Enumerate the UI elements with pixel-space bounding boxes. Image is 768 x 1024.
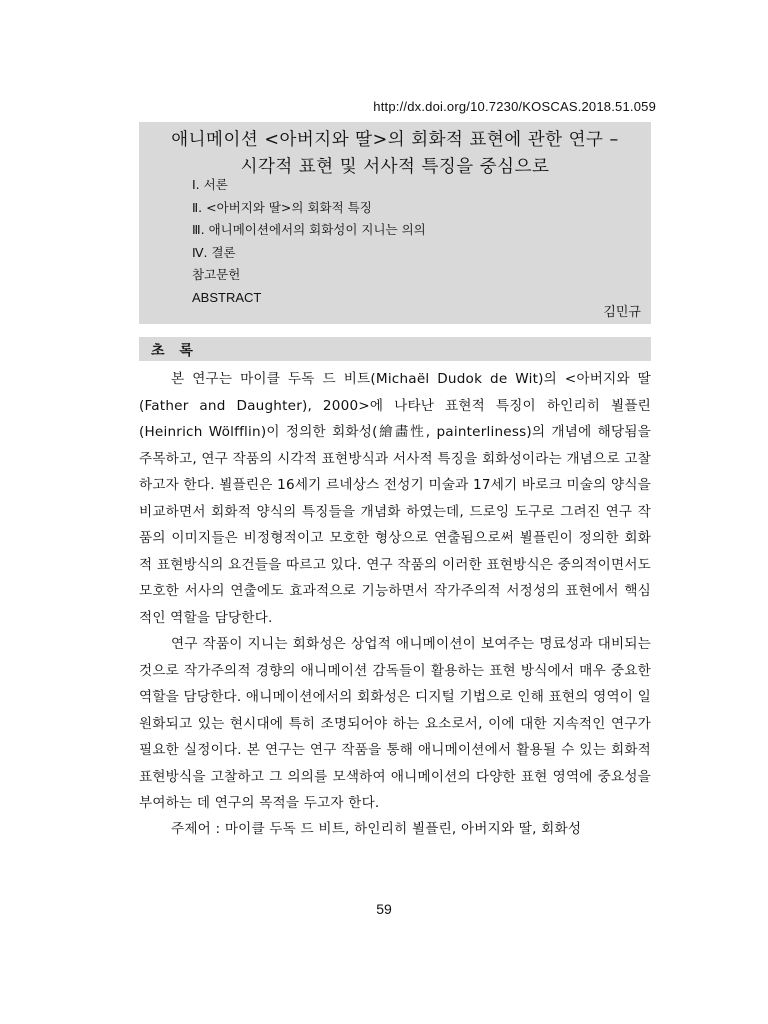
toc-item: Ⅰ. 서론 xyxy=(192,177,228,192)
abstract-heading: 초 록 xyxy=(151,343,198,359)
toc-item: Ⅳ. 결론 xyxy=(192,244,236,260)
toc-item: 참고문헌 xyxy=(192,267,241,282)
paper-title-line2: 시각적 표현 및 서사적 특징을 중심으로 xyxy=(240,157,550,177)
abstract-heading-bar xyxy=(139,337,651,361)
table-of-contents xyxy=(192,174,426,309)
abstract-paragraph: 본 연구는 마이클 두독 드 비트(Michaël Dudok de Wit)의 <아버지와 딸(Father and Daughter), 2000>에 나타난 표현적 특징이 하인리히 뵐플린(Heinrich Wölfflin)이 정의한 회화성(繪畵性, painterliness)의 개념에 해당됨을 주목하고, 연구 작품의 시각적 표현방식과 서사적 특징을 회화성이라는 개념으로 고찰하고자 한다. 뵐플린은 16세기 르네상스 전성기 미술과 17세기 바로크 미술의 양식을 비교하면서 회화적 양식의 특징들을 개념화 하였는데, 드로잉 도구로 그려진 연구 작품의 이미지들은 비정형적이고 모호한 형상으로 연출됨으로써 뵐플린이 정의한 회화적 표현방식의 요건들을 따르고 있다. 연구 작품의 이러한 표현방식은 중의적이면서도 모호한 서사의 연출에도 효과적으로 기능하면서 작가주의적 서정성의 표현에서 핵심적인 역할을 담당한다. xyxy=(139,371,651,626)
abstract-paragraph: 연구 작품이 지니는 회화성은 상업적 애니메이션이 보여주는 명료성과 대비되는 것으로 작가주의적 경향의 애니메이션 감독들이 활용하는 표현 방식에서 매우 중요한 역할을 담당한다. 애니메이션에서의 회화성은 디지털 기법으로 인해 표현의 영역이 일원화되고 있는 현시대에 특히 조명되어야 하는 요소로서, 이에 대한 지속적인 연구가 필요한 실정이다. 본 연구는 연구 작품을 통해 애니메이션에서 활용될 수 있는 회화적 표현방식을 고찰하고 그 의의를 모색하여 애니메이션의 다양한 표현 영역에 중요성을 부여하는 데 연구의 목적을 두고자 한다. xyxy=(139,636,651,811)
toc-item: ABSTRACT xyxy=(192,289,262,305)
toc-item: Ⅲ. 애니메이션에서의 회화성이 지니는 의의 xyxy=(192,222,426,237)
paper-title-line1: 애니메이션 <아버지와 딸>의 회화적 표현에 관한 연구 – xyxy=(171,130,619,150)
doi-link[interactable]: http://dx.doi.org/10.7230/KOSCAS.2018.51.059 xyxy=(373,99,656,114)
title-box xyxy=(139,122,651,324)
toc-item: Ⅱ. <아버지와 딸>의 회화적 특징 xyxy=(192,199,372,215)
keywords: 주제어 : 마이클 두독 드 비트, 하인리히 뵐플린, 아버지와 딸, 회화성 xyxy=(171,821,582,837)
abstract-body xyxy=(139,366,651,817)
page-number: 59 xyxy=(376,901,392,917)
author-name: 김민규 xyxy=(603,305,641,320)
